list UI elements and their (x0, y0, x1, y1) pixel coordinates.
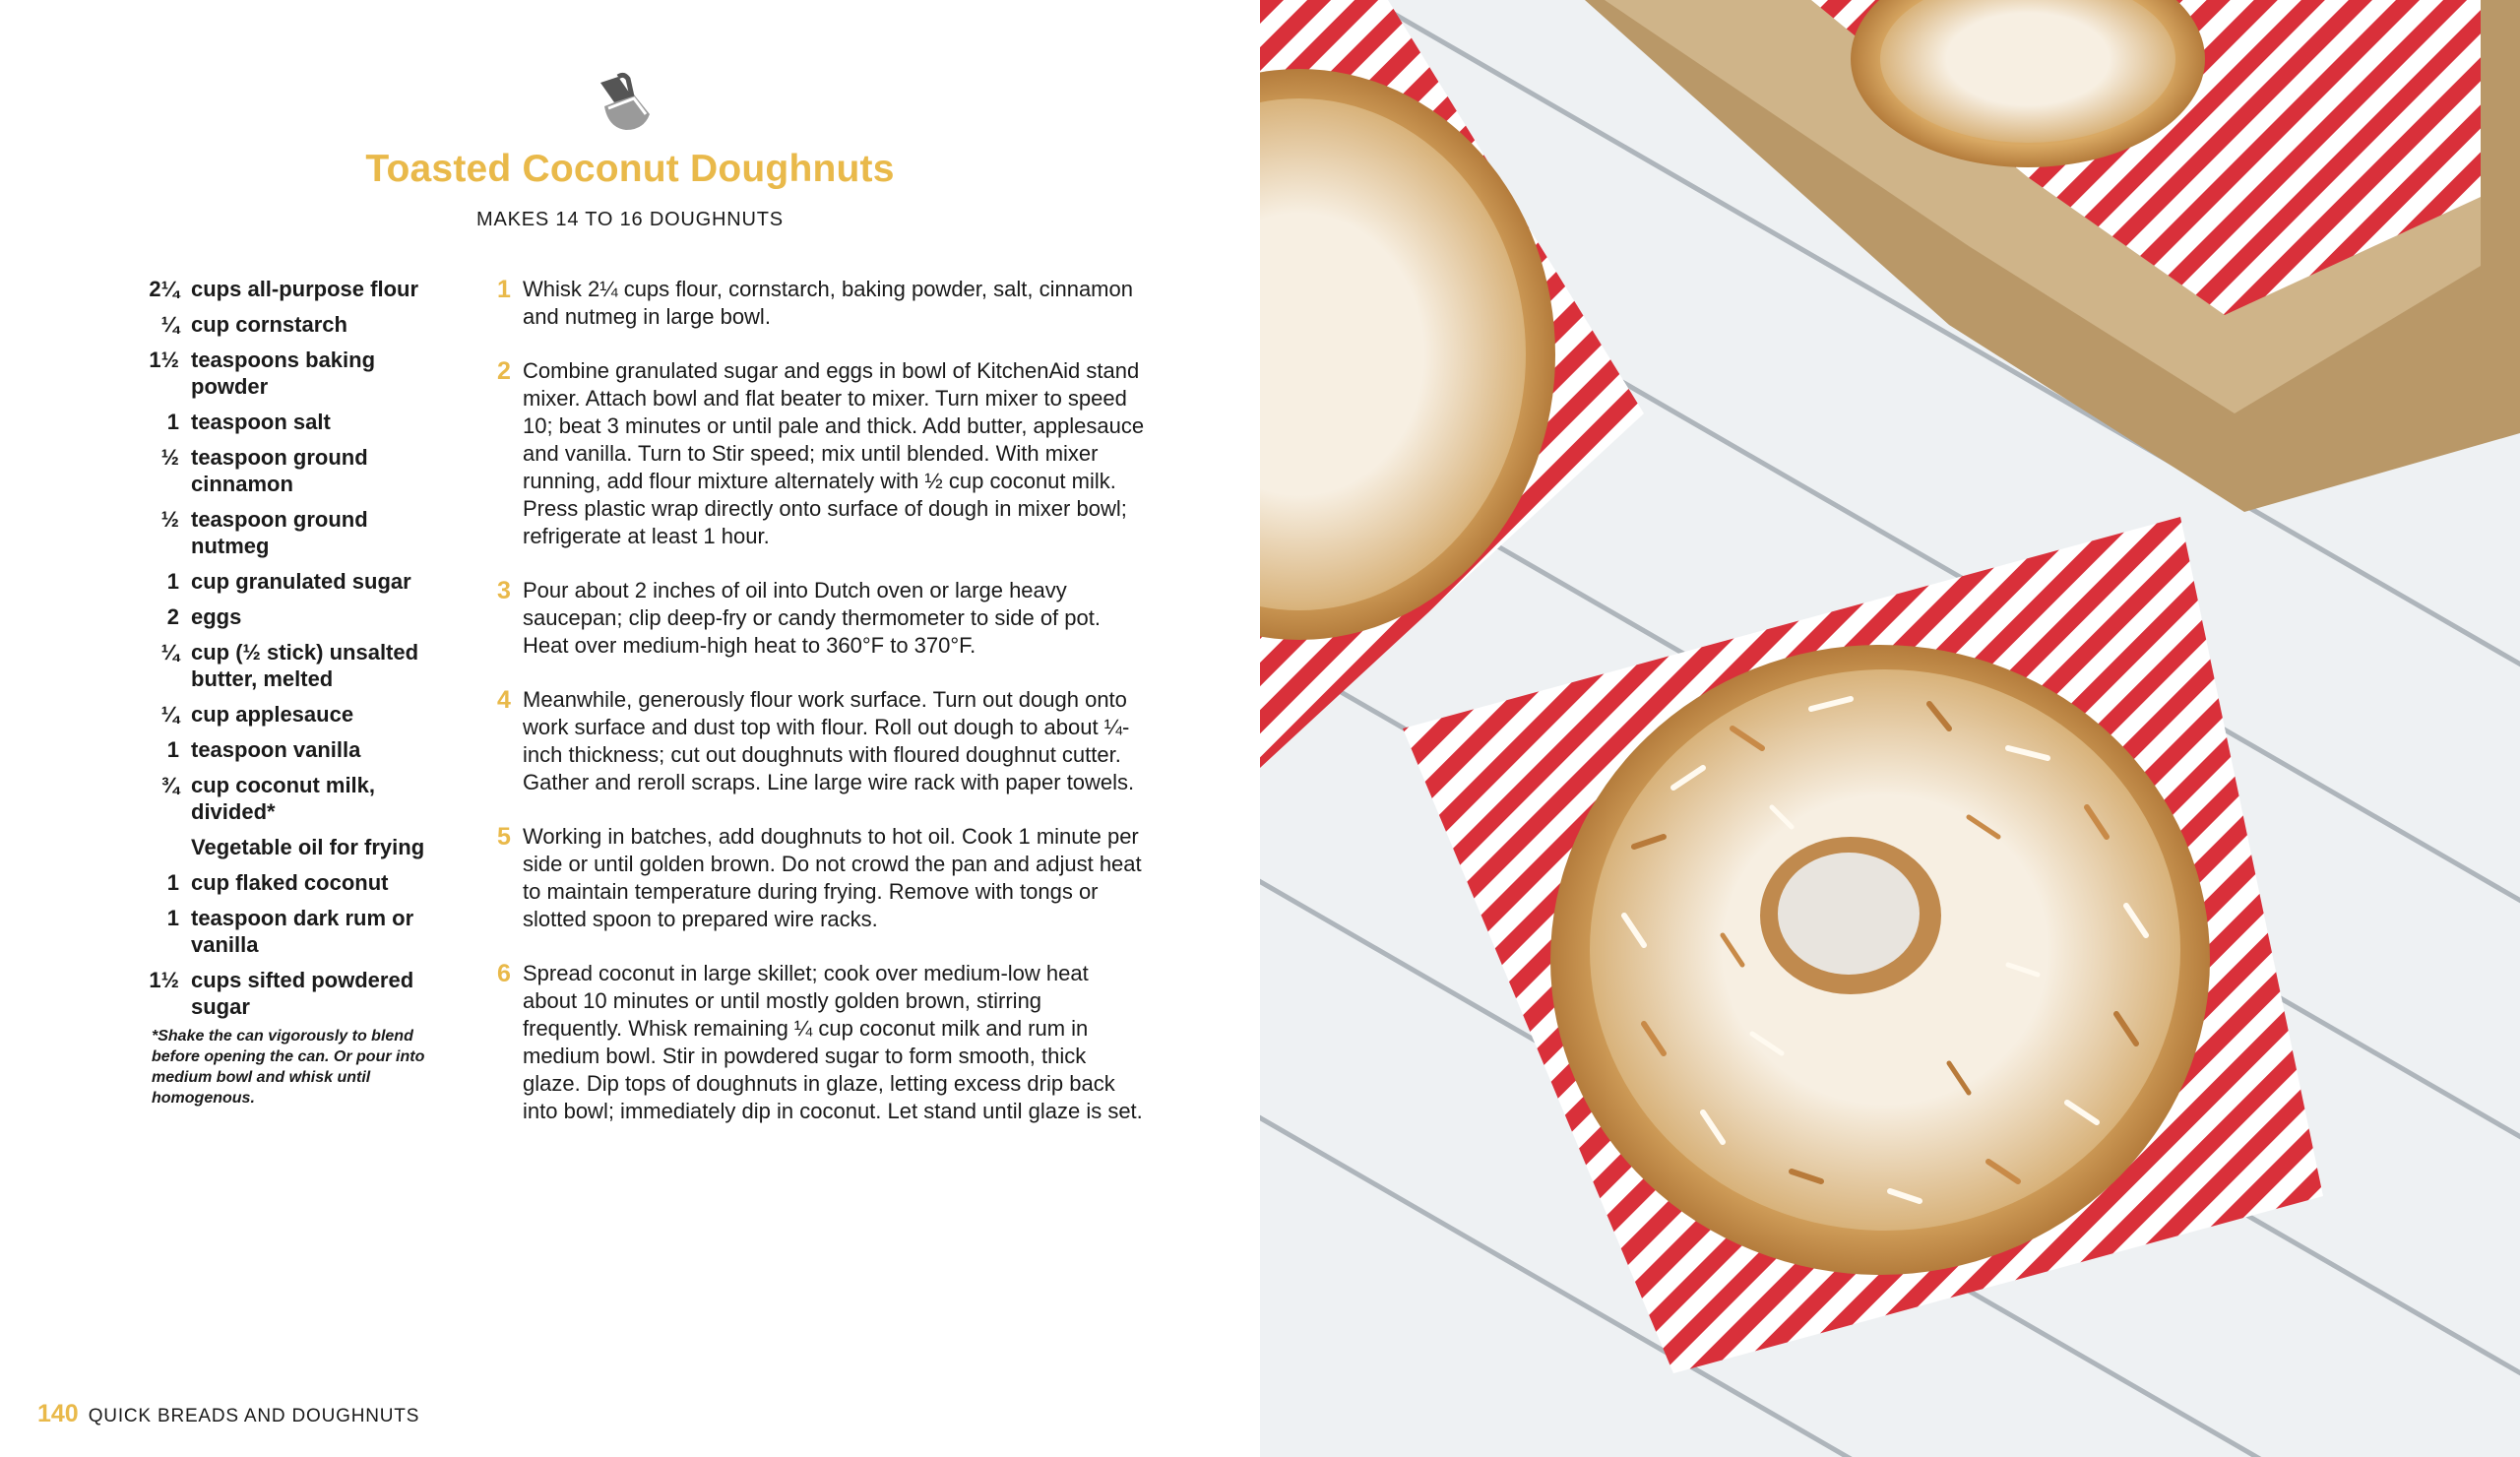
step-text: Meanwhile, generously flour work surface. Turn out dough onto work surface and dust top with flour. Roll out dough to about ¼-inch thickness; cut out doughnuts with floured doughnut cutter. Gather and reroll scraps. Line large wire rack with paper towels. (523, 687, 1135, 794)
ingredient-item (136, 834, 451, 860)
stand-mixer-bowl-icon (595, 71, 660, 136)
method-step (497, 823, 1147, 933)
ingredient-name: teaspoon ground cinnamon (191, 445, 368, 496)
ingredient-qty: 1 (166, 906, 179, 930)
ingredient-item (136, 276, 451, 302)
ingredient-item (136, 869, 451, 896)
ingredient-name: teaspoon dark rum or vanilla (191, 906, 414, 957)
method-step (497, 357, 1147, 550)
ingredient-qty: 1 (166, 737, 179, 762)
ingredient-qty: ½ (160, 445, 179, 470)
step-number: 5 (497, 823, 511, 851)
ingredient-name: teaspoon salt (191, 410, 331, 434)
ingredient-name: cup flaked coconut (191, 870, 389, 895)
ingredient-item (136, 506, 451, 559)
ingredient-footnote: *Shake the can vigorously to blend before opening the can. Or pour into medium bowl and whisk until homogenous. (152, 1028, 425, 1107)
step-text: Combine granulated sugar and eggs in bowl of KitchenAid stand mixer. Attach bowl and flat beater to mixer. Turn mixer to speed 10; beat 3 minutes or until pale and thick. Add butter, applesauce and vanilla. Turn to Stir speed; mix until blended. With mixer running, add flour mixture alternately with ½ cup coconut milk. Press plastic wrap directly onto surface of dough in mixer bowl; refrigerate at least 1 hour. (523, 358, 1145, 548)
ingredient-qty: 1 (166, 410, 179, 434)
doughnut-photo (1260, 0, 2520, 1457)
section-title: QUICK BREADS AND DOUGHNUTS (88, 1406, 420, 1426)
ingredient-item (136, 444, 451, 497)
ingredient-name: cups all-purpose flour (191, 277, 419, 301)
recipe-title: Toasted Coconut Doughnuts (365, 148, 895, 190)
ingredient-item (136, 701, 451, 728)
ingredient-item (136, 639, 451, 692)
step-number: 6 (497, 960, 511, 987)
ingredient-name: cup applesauce (191, 702, 354, 727)
page-footer (37, 1400, 419, 1428)
step-number: 1 (497, 276, 511, 303)
ingredient-qty: 2¼ (149, 277, 179, 301)
ingredient-name: eggs (191, 604, 242, 629)
doughnut-main (1550, 645, 2210, 1275)
ingredient-qty: 1 (166, 870, 179, 895)
ingredient-name: Vegetable oil for frying (191, 835, 425, 859)
ingredient-item (136, 347, 451, 400)
step-text: Pour about 2 inches of oil into Dutch oven or large heavy saucepan; clip deep-fry or candy thermometer to side of pot. Heat over medium-high heat to 360°F to 370°F. (523, 578, 1101, 658)
ingredient-item (136, 772, 451, 825)
method-step (497, 960, 1147, 1125)
method-steps (497, 276, 1147, 1152)
method-step (497, 577, 1147, 660)
ingredient-name: cups sifted powdered sugar (191, 968, 414, 1019)
ingredient-name: cup coconut milk, divided* (191, 773, 376, 824)
ingredient-qty: ¼ (160, 702, 179, 727)
ingredient-name: teaspoon ground nutmeg (191, 507, 368, 558)
ingredient-name: cup (½ stick) unsalted butter, melted (191, 640, 419, 691)
ingredient-qty: 2 (166, 604, 179, 629)
ingredient-item (136, 409, 451, 435)
ingredient-item (136, 967, 451, 1020)
ingredient-qty: ¾ (160, 773, 179, 797)
ingredient-item (136, 736, 451, 763)
ingredient-item (136, 905, 451, 958)
ingredient-qty: ¼ (160, 312, 179, 337)
ingredient-name: cup cornstarch (191, 312, 347, 337)
ingredient-name: teaspoons baking powder (191, 348, 376, 399)
ingredient-name: teaspoon vanilla (191, 737, 361, 762)
step-number: 2 (497, 357, 511, 385)
ingredient-item (136, 311, 451, 338)
step-number: 4 (497, 686, 511, 714)
method-step (497, 276, 1147, 331)
ingredient-qty: 1½ (149, 968, 179, 992)
step-text: Whisk 2¼ cups flour, cornstarch, baking powder, salt, cinnamon and nutmeg in large bowl. (523, 277, 1133, 329)
ingredient-name: cup granulated sugar (191, 569, 411, 594)
ingredient-item (136, 568, 451, 595)
step-text: Spread coconut in large skillet; cook over medium-low heat about 10 minutes or until mostly golden brown, stirring frequently. Whisk remaining ¼ cup coconut milk and rum in medium bowl. Stir in powdered sugar to form smooth, thick glaze. Dip tops of doughnuts in glaze, letting excess drip back into bowl; immediately dip in coconut. Let stand until glaze is set. (523, 961, 1143, 1123)
ingredient-qty: ½ (160, 507, 179, 532)
ingredient-list (136, 276, 451, 1029)
ingredient-qty: 1 (166, 569, 179, 594)
page-number: 140 (37, 1400, 79, 1427)
ingredient-item (136, 603, 451, 630)
step-text: Working in batches, add doughnuts to hot oil. Cook 1 minute per side or until golden brown. Do not crowd the pan and adjust heat to maintain temperature during frying. Remove with tongs or slotted spoon to prepared wire racks. (523, 824, 1142, 931)
ingredient-qty: 1½ (149, 348, 179, 372)
method-step (497, 686, 1147, 796)
recipe-yield: MAKES 14 TO 16 DOUGHNUTS (476, 209, 784, 230)
ingredient-qty: ¼ (160, 640, 179, 665)
step-number: 3 (497, 577, 511, 604)
